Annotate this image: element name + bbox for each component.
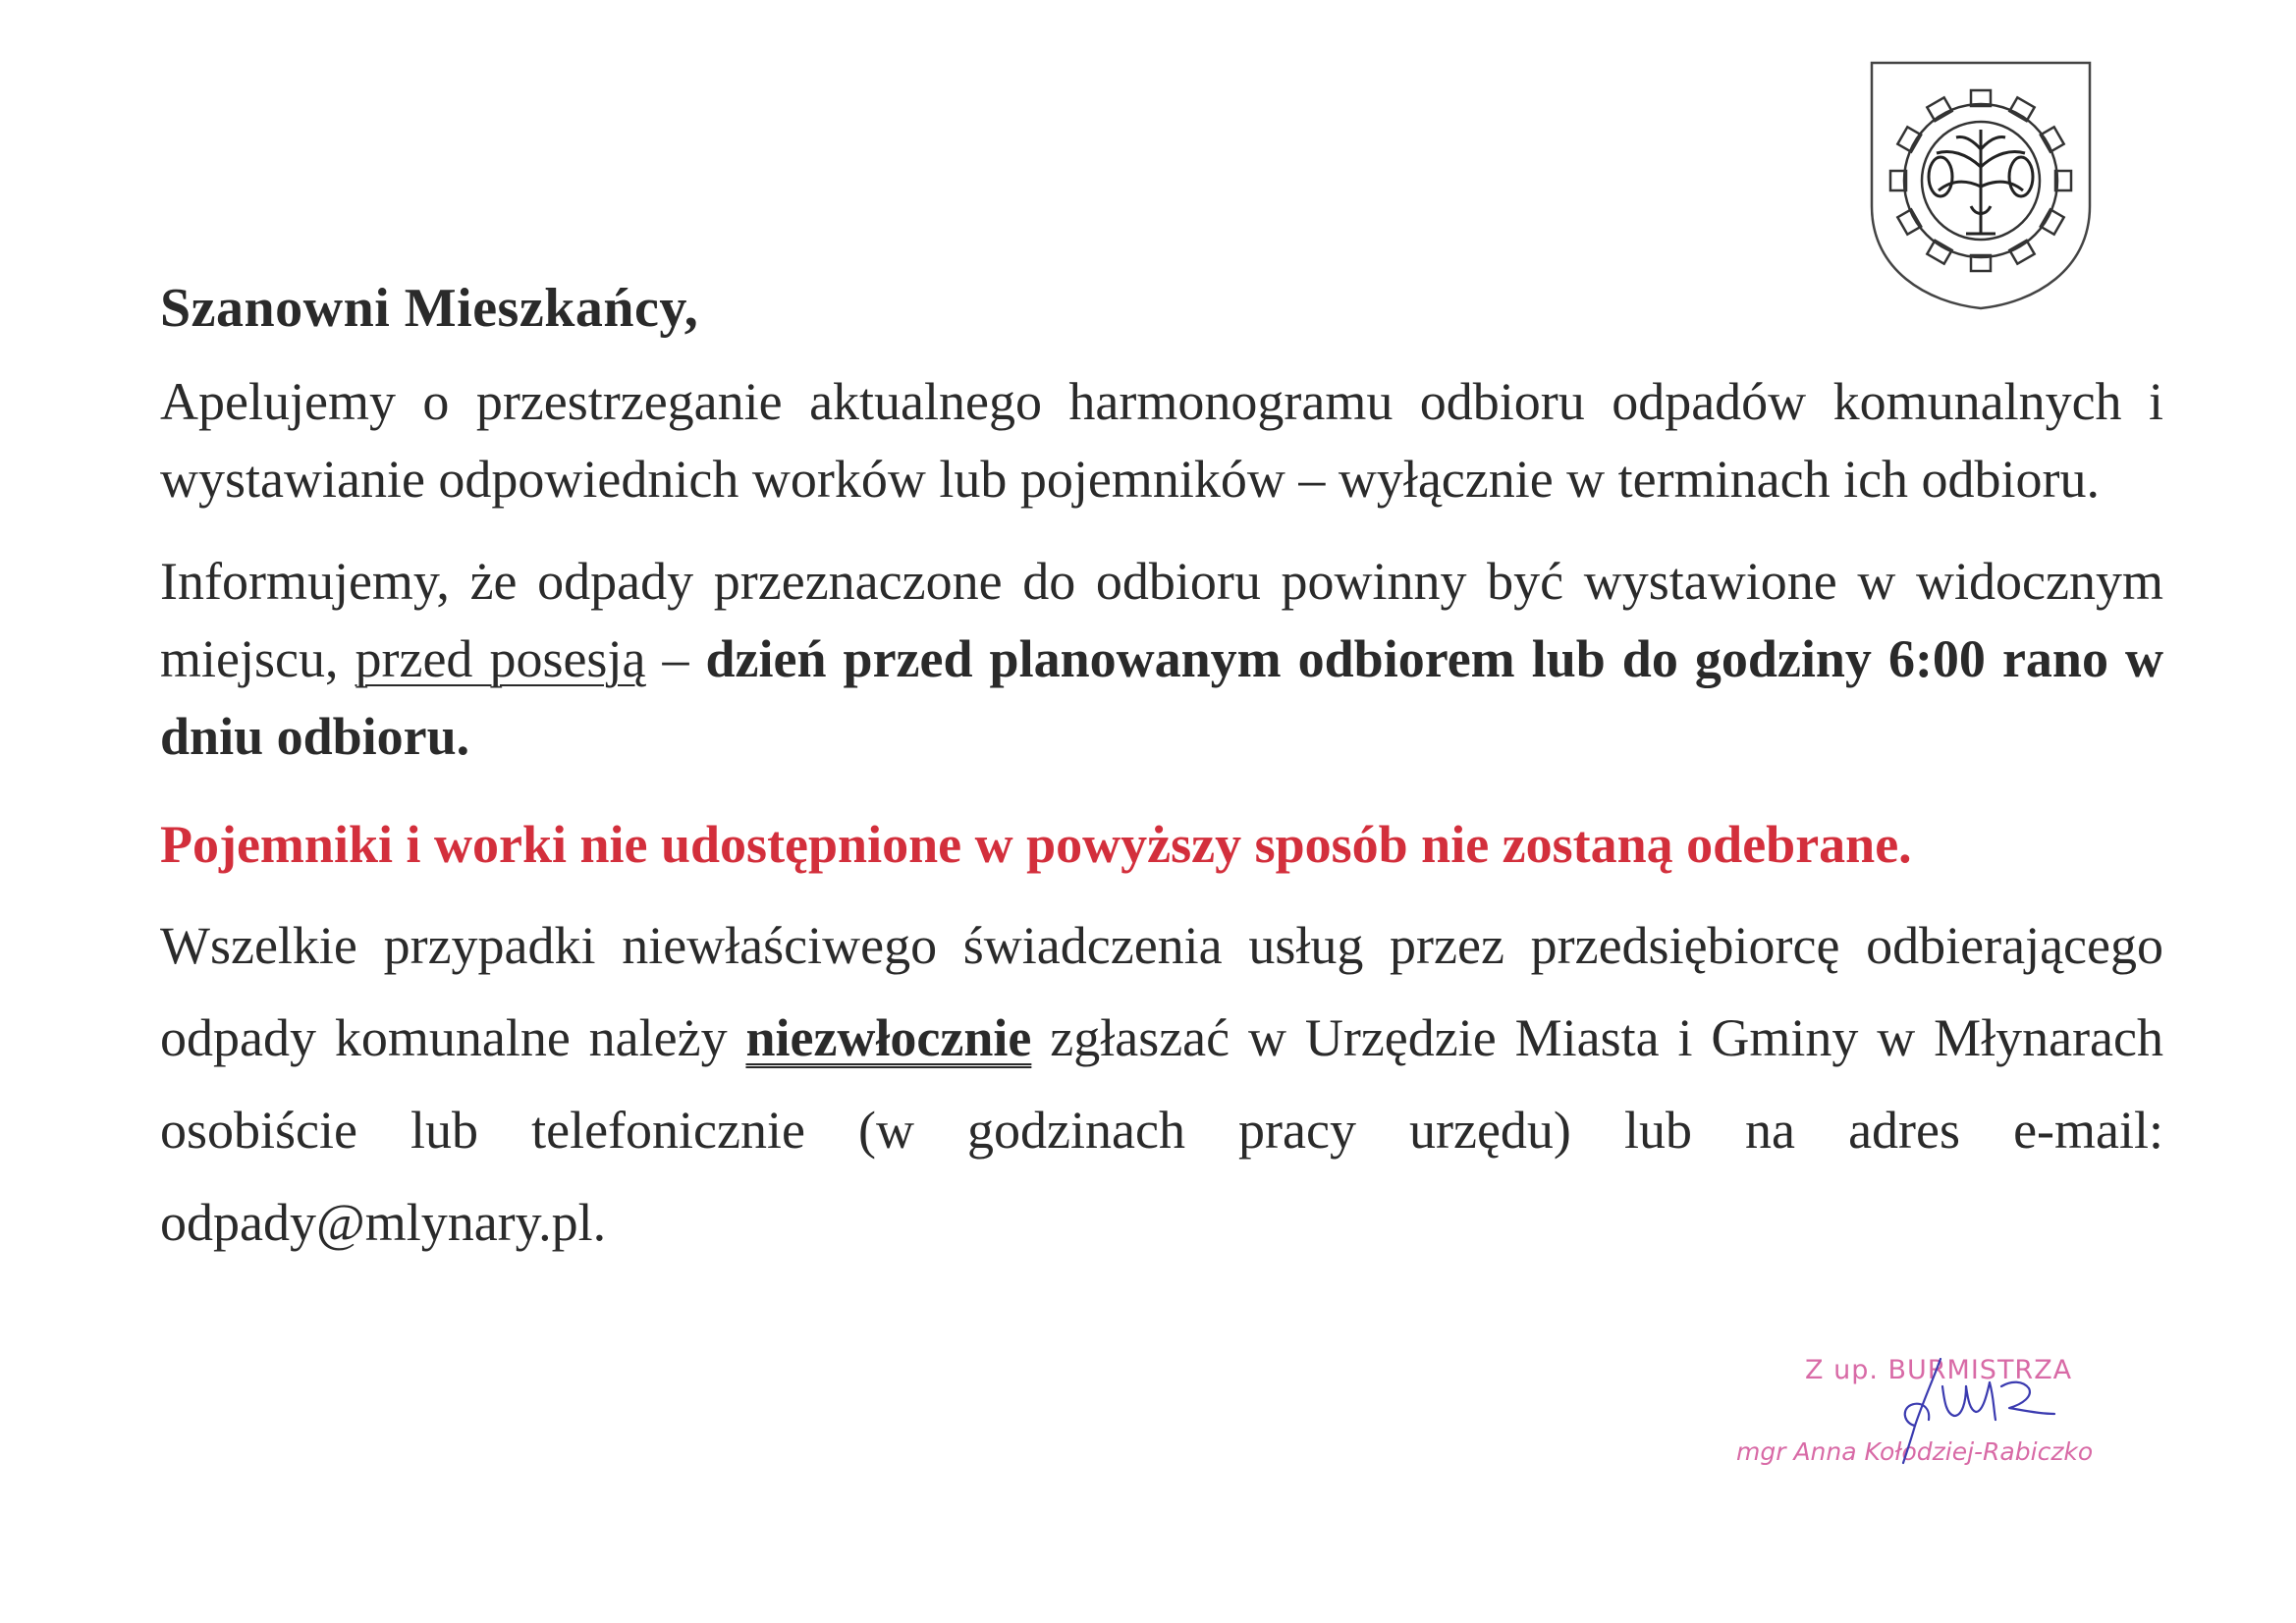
stamp-signatory: mgr Anna Kołodziej-Rabiczko bbox=[1736, 1437, 2094, 1466]
placement-dash: – bbox=[645, 629, 706, 688]
complaints-after: zgłaszać w Urzędzie Miasta i Gminy w Młynarach osobiście lub telefonicznie (w godzinach pracy urzędu) lub na adres e-mail: bbox=[160, 1008, 2163, 1160]
placement-location: przed posesją bbox=[355, 629, 646, 688]
paragraph-complaints bbox=[160, 899, 2163, 1269]
complaints-before: Wszelkie przypadki niewłaściwego świadczenia usług przez przedsiębiorcę odbierającego odpady komunalne należy bbox=[160, 916, 2163, 1067]
letter-body bbox=[160, 267, 2163, 1269]
placement-deadline: dzień przed planowanym odbiorem lub do godziny 6:00 rano w dniu odbioru. bbox=[160, 629, 2163, 766]
greeting: Szanowni Mieszkańcy, bbox=[160, 278, 699, 339]
paragraph-placement bbox=[160, 543, 2163, 776]
signature-icon bbox=[1864, 1341, 2080, 1469]
contact-email: odpady@mlynary.pl bbox=[160, 1193, 593, 1252]
paragraph-schedule: Apelujemy o przestrzeganie aktualnego harmonogramu odbioru odpadów komunalnych i wystawianie odpowiednich worków lub pojemników – wyłącznie w terminach ich odbioru. bbox=[160, 372, 2163, 509]
complaints-end: . bbox=[592, 1193, 607, 1252]
complaints-emphasis: niezwłocznie bbox=[745, 1008, 1032, 1067]
stamp-authority: Z up. BURMISTRZA bbox=[1805, 1355, 2073, 1385]
placement-intro: Informujemy, że odpady przeznaczone do odbioru powinny być wystawione w widocznym miejscu, bbox=[160, 552, 2163, 688]
warning-notice: Pojemniki i worki nie udostępnione w powyższy sposób nie zostaną odebrane. bbox=[160, 815, 1912, 874]
official-stamp bbox=[1736, 1341, 2129, 1488]
